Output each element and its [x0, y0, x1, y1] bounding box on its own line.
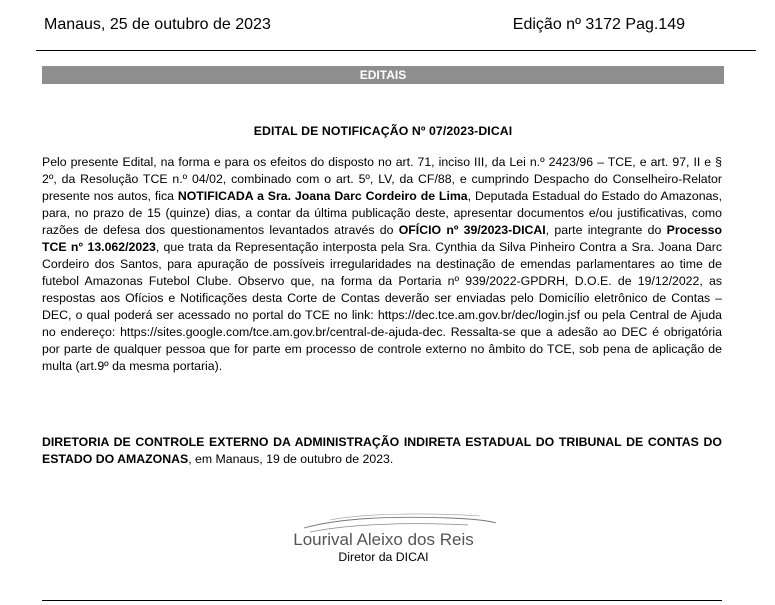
notified-person: NOTIFICADA a Sra. Joana Darc Cordeiro de Lima [177, 189, 468, 203]
process-number: Processo TCE n° 13.062/2023 [42, 223, 723, 254]
header-divider [36, 50, 756, 51]
body-text-4: , que trata da Representação interposta pela Sra. Cynthia da Silva Pinheiro Contra a Sra. Joana Darc Cordeiro dos Santos, para apuração de possíveis irregularidades na destinação de emendas parlamentares ao time de futebol Amazonas Futebol Clube. Observo que, na forma da Portaria nº 939/2022-GPDRH, D.O.E. de 19/12/2022, as respostas aos Ofícios e Notificações desta Corte de Contas deverão ser enviadas pelo Domicílio eletrônico de Contas – DEC, o qual poderá ser acessado no portal do TCE no link: https://dec.tce.am.gov.br/dec/login.jsf ou pela Central de Ajuda no endereço: https://sites.google.com/tce.am.gov.br/central-de-ajuda-dec. Ressalta-se que a adesão ao DEC é obrigatória por parte de qualquer pessoa que for parte em processo de controle externo no âmbito do TCE, sob pena de aplicação de multa (art.9º da mesma portaria). [42, 240, 722, 373]
closing-paragraph [42, 434, 722, 468]
signer-name: Lourival Aleixo dos Reis [293, 530, 474, 549]
oficio-reference: OFÍCIO nº 39/2023-DICAI [398, 223, 546, 237]
footer-divider [42, 600, 722, 601]
issuing-department: DIRETORIA DE CONTROLE EXTERNO DA ADMINISTRAÇÃO INDIRETA ESTADUAL DO TRIBUNAL DE CONTAS DO ESTADO DO AMAZONAS [42, 435, 722, 466]
body-text-2: , Deputada Estadual do Estado do Amazonas, para, no prazo de 15 (quinze) dias, a contar da última publicação deste, apresentar documentos e/ou justificativas, como razões de defesa dos questionamentos levantados através do [42, 189, 723, 237]
document-title: EDITAL DE NOTIFICAÇÃO Nº 07/2023-DICAI [253, 124, 513, 138]
page-header [44, 16, 685, 38]
signer-role: Diretor da DICAI [338, 550, 429, 564]
body-text-1: Pelo presente Edital, na forma e para os efeitos do disposto no art. 71, inciso III, da Lei n.º 2423/96 – TCE, e art. 97, II e § 2º, da Resolução TCE n.º 04/02, combinado com o art. 5º, LV, da CF/88, e cumprindo Despacho do Conselheiro-Relator presente nos autos, fica [42, 155, 722, 203]
edition-page-number: Edição nº 3172 Pag.149 [512, 16, 685, 33]
body-text-3: , parte integrante do [545, 223, 667, 237]
closing-date: , em Manaus, 19 de outubro de 2023. [188, 452, 394, 466]
section-banner: EDITAIS [42, 66, 724, 84]
notification-body [42, 154, 722, 375]
publication-date: Manaus, 25 de outubro de 2023 [44, 16, 271, 33]
